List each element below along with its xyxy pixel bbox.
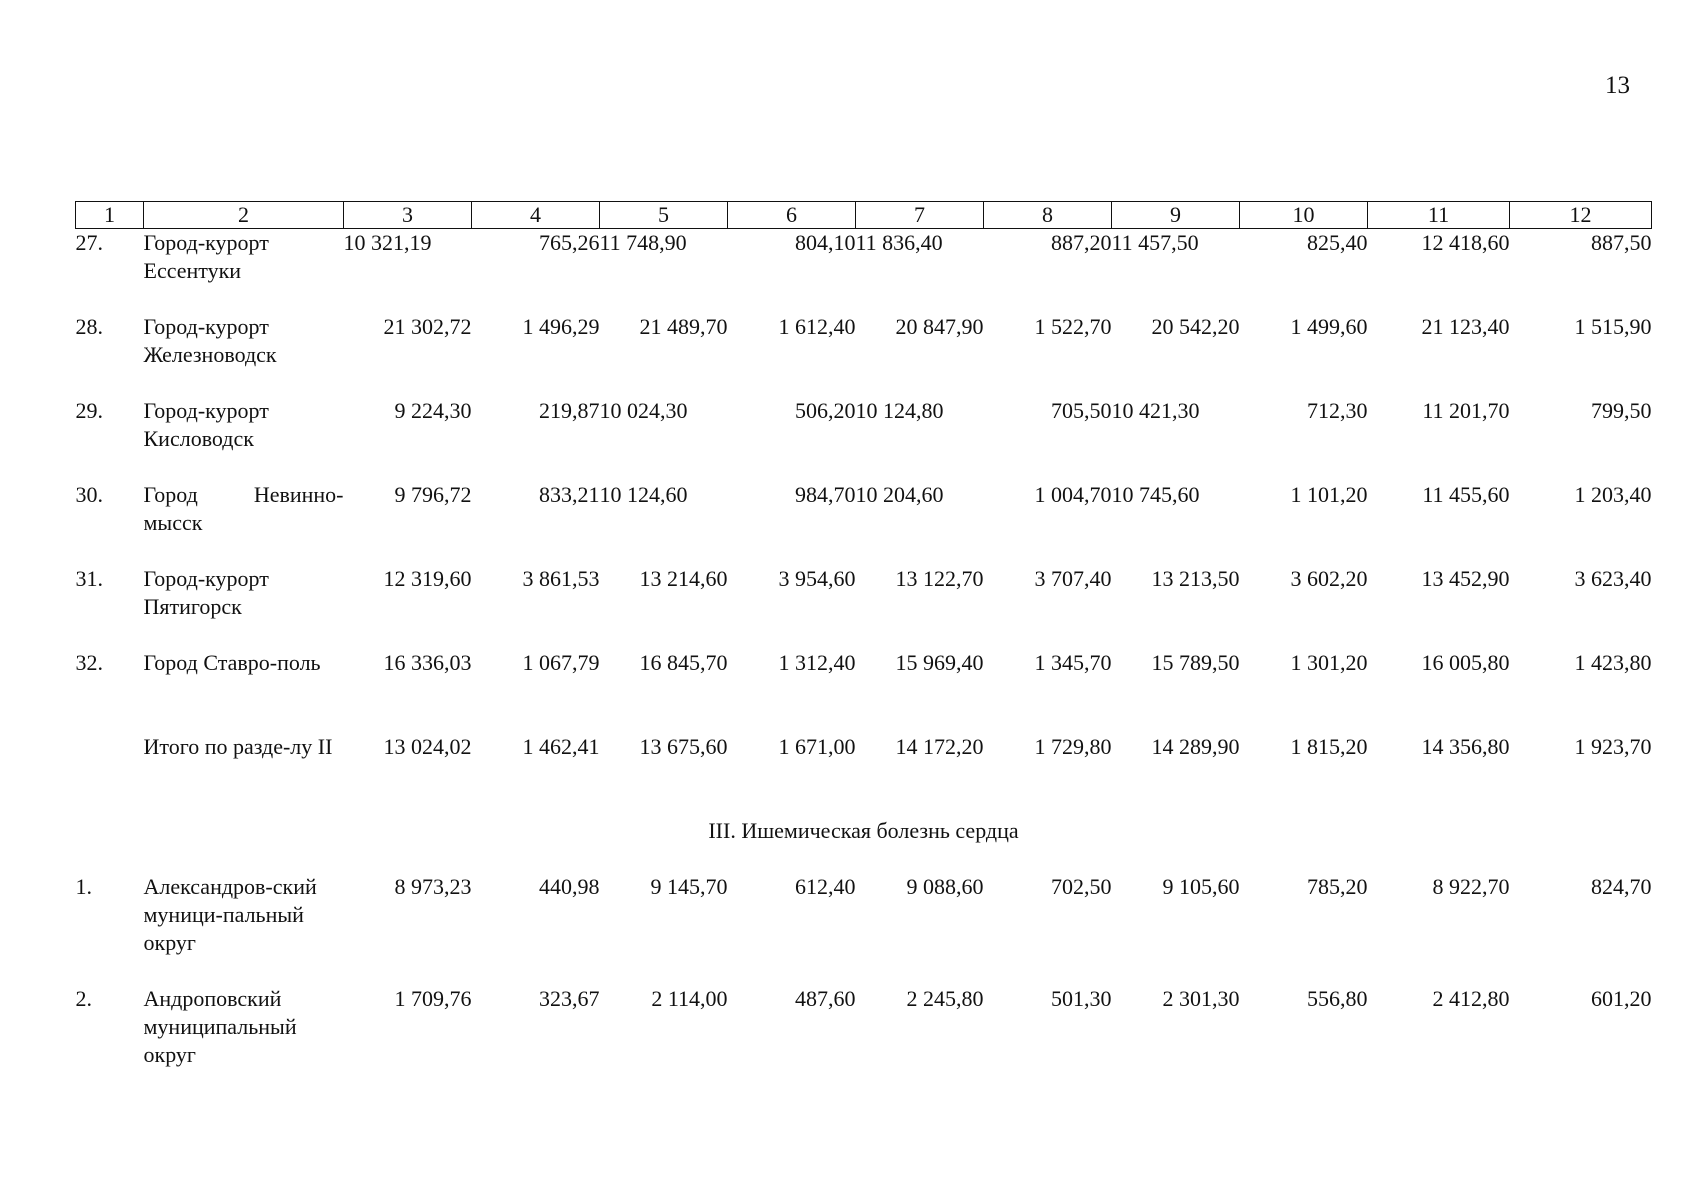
table-row	[76, 873, 1652, 985]
value-cell: 1 301,20	[1290, 650, 1368, 675]
table-row	[76, 397, 1652, 481]
value-cell: 824,70	[1591, 874, 1652, 899]
header-cell: 3	[344, 202, 472, 229]
row-number	[76, 733, 144, 817]
statistics-table	[75, 201, 1652, 1097]
value-cell: 833,21	[539, 482, 600, 507]
value-cell: 501,30	[1051, 986, 1112, 1011]
row-number: 1.	[75, 874, 92, 899]
table-row	[76, 985, 1652, 1097]
value-cell: 13 214,60	[639, 566, 728, 591]
value-cell: 487,60	[795, 986, 856, 1011]
value-cell: 1 515,90	[1574, 314, 1652, 339]
value-cell: 15 969,40	[895, 650, 984, 675]
value-cell: 13 452,90	[1421, 566, 1510, 591]
value-cell: 612,40	[795, 874, 856, 899]
value-cell: 2 114,00	[651, 986, 728, 1011]
value-cell: 14 356,80	[1421, 734, 1510, 759]
page-number: 13	[1605, 72, 1630, 99]
value-cell: 1 612,40	[778, 314, 856, 339]
value-cell: 11 748,90	[599, 230, 687, 255]
header-cell: 10	[1240, 202, 1368, 229]
row-number: 32.	[75, 650, 103, 675]
value-cell: 1 004,70	[1034, 482, 1112, 507]
header-cell: 6	[728, 202, 856, 229]
value-cell: 712,30	[1307, 398, 1368, 423]
value-cell: 20 542,20	[1151, 314, 1240, 339]
table-row	[76, 649, 1652, 733]
value-cell: 9 224,30	[394, 398, 472, 423]
value-cell: 15 789,50	[1151, 650, 1240, 675]
municipality-name: Город-курорт Пятигорск	[143, 566, 269, 619]
value-cell: 10 204,60	[855, 482, 944, 507]
value-cell: 887,50	[1591, 230, 1652, 255]
total-row	[76, 733, 1652, 817]
municipality-name: Андроповский муниципальный округ	[143, 986, 297, 1067]
header-cell: 5	[600, 202, 728, 229]
value-cell: 2 412,80	[1432, 986, 1510, 1011]
value-cell: 16 005,80	[1421, 650, 1510, 675]
header-row	[76, 202, 1652, 229]
header-cell: 9	[1112, 202, 1240, 229]
value-cell: 2 301,30	[1162, 986, 1240, 1011]
header-cell: 11	[1368, 202, 1510, 229]
table-row	[76, 313, 1652, 397]
value-cell: 1 345,70	[1034, 650, 1112, 675]
value-cell: 1 671,00	[778, 734, 856, 759]
value-cell: 12 418,60	[1421, 230, 1510, 255]
value-cell: 984,70	[795, 482, 856, 507]
value-cell: 16 845,70	[639, 650, 728, 675]
value-cell: 705,50	[1051, 398, 1112, 423]
section-title: III. Ишемическая болезнь сердца	[708, 818, 1019, 843]
value-cell: 10 124,80	[855, 398, 944, 423]
header-cell: 8	[984, 202, 1112, 229]
value-cell: 1 709,76	[394, 986, 472, 1011]
value-cell: 13 213,50	[1151, 566, 1240, 591]
value-cell: 3 861,53	[522, 566, 600, 591]
value-cell: 1 496,29	[522, 314, 600, 339]
row-number: 2.	[75, 986, 92, 1011]
value-cell: 1 923,70	[1574, 734, 1652, 759]
value-cell: 601,20	[1591, 986, 1652, 1011]
header-cell: 1	[76, 202, 144, 229]
value-cell: 1 101,20	[1290, 482, 1368, 507]
value-cell: 785,20	[1307, 874, 1368, 899]
value-cell: 10 745,60	[1111, 482, 1200, 507]
value-cell: 1 067,79	[522, 650, 600, 675]
value-cell: 825,40	[1307, 230, 1368, 255]
value-cell: 14 289,90	[1151, 734, 1240, 759]
value-cell: 1 499,60	[1290, 314, 1368, 339]
value-cell: 21 489,70	[639, 314, 728, 339]
municipality-name: Александров-ский муници-пальный округ	[143, 874, 317, 955]
value-cell: 8 973,23	[394, 874, 472, 899]
value-cell: 1 522,70	[1034, 314, 1112, 339]
value-cell: 14 172,20	[895, 734, 984, 759]
header-cell: 7	[856, 202, 984, 229]
header-cell: 2	[144, 202, 344, 229]
header-cell: 12	[1510, 202, 1652, 229]
row-number: 27.	[75, 230, 103, 255]
row-number: 31.	[75, 566, 103, 591]
value-cell: 219,87	[539, 398, 600, 423]
total-label: Итого по разде-лу II	[143, 734, 333, 759]
value-cell: 21 123,40	[1421, 314, 1510, 339]
table-row	[76, 481, 1652, 565]
value-cell: 12 319,60	[383, 566, 472, 591]
value-cell: 799,50	[1591, 398, 1652, 423]
value-cell: 9 088,60	[906, 874, 984, 899]
municipality-name: Город-курорт Ессентуки	[143, 230, 269, 283]
value-cell: 13 675,60	[639, 734, 728, 759]
value-cell: 765,26	[539, 230, 600, 255]
row-number: 30.	[75, 482, 103, 507]
row-number: 28.	[75, 314, 103, 339]
municipality-name: Город-курорт Кисловодск	[143, 398, 269, 451]
value-cell: 13 122,70	[895, 566, 984, 591]
municipality-name: Город Ставро-поль	[143, 650, 321, 675]
value-cell: 887,20	[1051, 230, 1112, 255]
value-cell: 2 245,80	[906, 986, 984, 1011]
value-cell: 804,10	[795, 230, 856, 255]
value-cell: 16 336,03	[383, 650, 472, 675]
value-cell: 1 729,80	[1034, 734, 1112, 759]
value-cell: 3 954,60	[778, 566, 856, 591]
value-cell: 9 145,70	[650, 874, 728, 899]
value-cell: 1 423,80	[1574, 650, 1652, 675]
value-cell: 323,67	[539, 986, 600, 1011]
value-cell: 10 421,30	[1111, 398, 1200, 423]
table-row	[76, 565, 1652, 649]
value-cell: 3 602,20	[1290, 566, 1368, 591]
value-cell: 21 302,72	[383, 314, 472, 339]
section-heading-row	[76, 817, 1652, 873]
value-cell: 11 455,60	[1422, 482, 1510, 507]
value-cell: 11 201,70	[1422, 398, 1510, 423]
value-cell: 556,80	[1307, 986, 1368, 1011]
value-cell: 20 847,90	[895, 314, 984, 339]
value-cell: 10 024,30	[599, 398, 688, 423]
value-cell: 10 124,60	[599, 482, 688, 507]
value-cell: 9 105,60	[1162, 874, 1240, 899]
municipality-name: Город-курорт Железноводск	[143, 314, 277, 367]
value-cell: 11 836,40	[855, 230, 943, 255]
value-cell: 1 462,41	[522, 734, 600, 759]
value-cell: 506,20	[795, 398, 856, 423]
value-cell: 1 312,40	[778, 650, 856, 675]
municipality-name: Город Невинно-мысск	[143, 482, 344, 535]
value-cell: 702,50	[1051, 874, 1112, 899]
header-cell: 4	[472, 202, 600, 229]
value-cell: 8 922,70	[1432, 874, 1510, 899]
value-cell: 1 203,40	[1574, 482, 1652, 507]
row-number: 29.	[75, 398, 103, 423]
value-cell: 13 024,02	[383, 734, 472, 759]
value-cell: 440,98	[539, 874, 600, 899]
value-cell: 3 623,40	[1574, 566, 1652, 591]
value-cell: 10 321,19	[343, 230, 432, 255]
value-cell: 11 457,50	[1111, 230, 1199, 255]
table-row	[76, 229, 1652, 314]
value-cell: 1 815,20	[1290, 734, 1368, 759]
value-cell: 3 707,40	[1034, 566, 1112, 591]
value-cell: 9 796,72	[394, 482, 472, 507]
